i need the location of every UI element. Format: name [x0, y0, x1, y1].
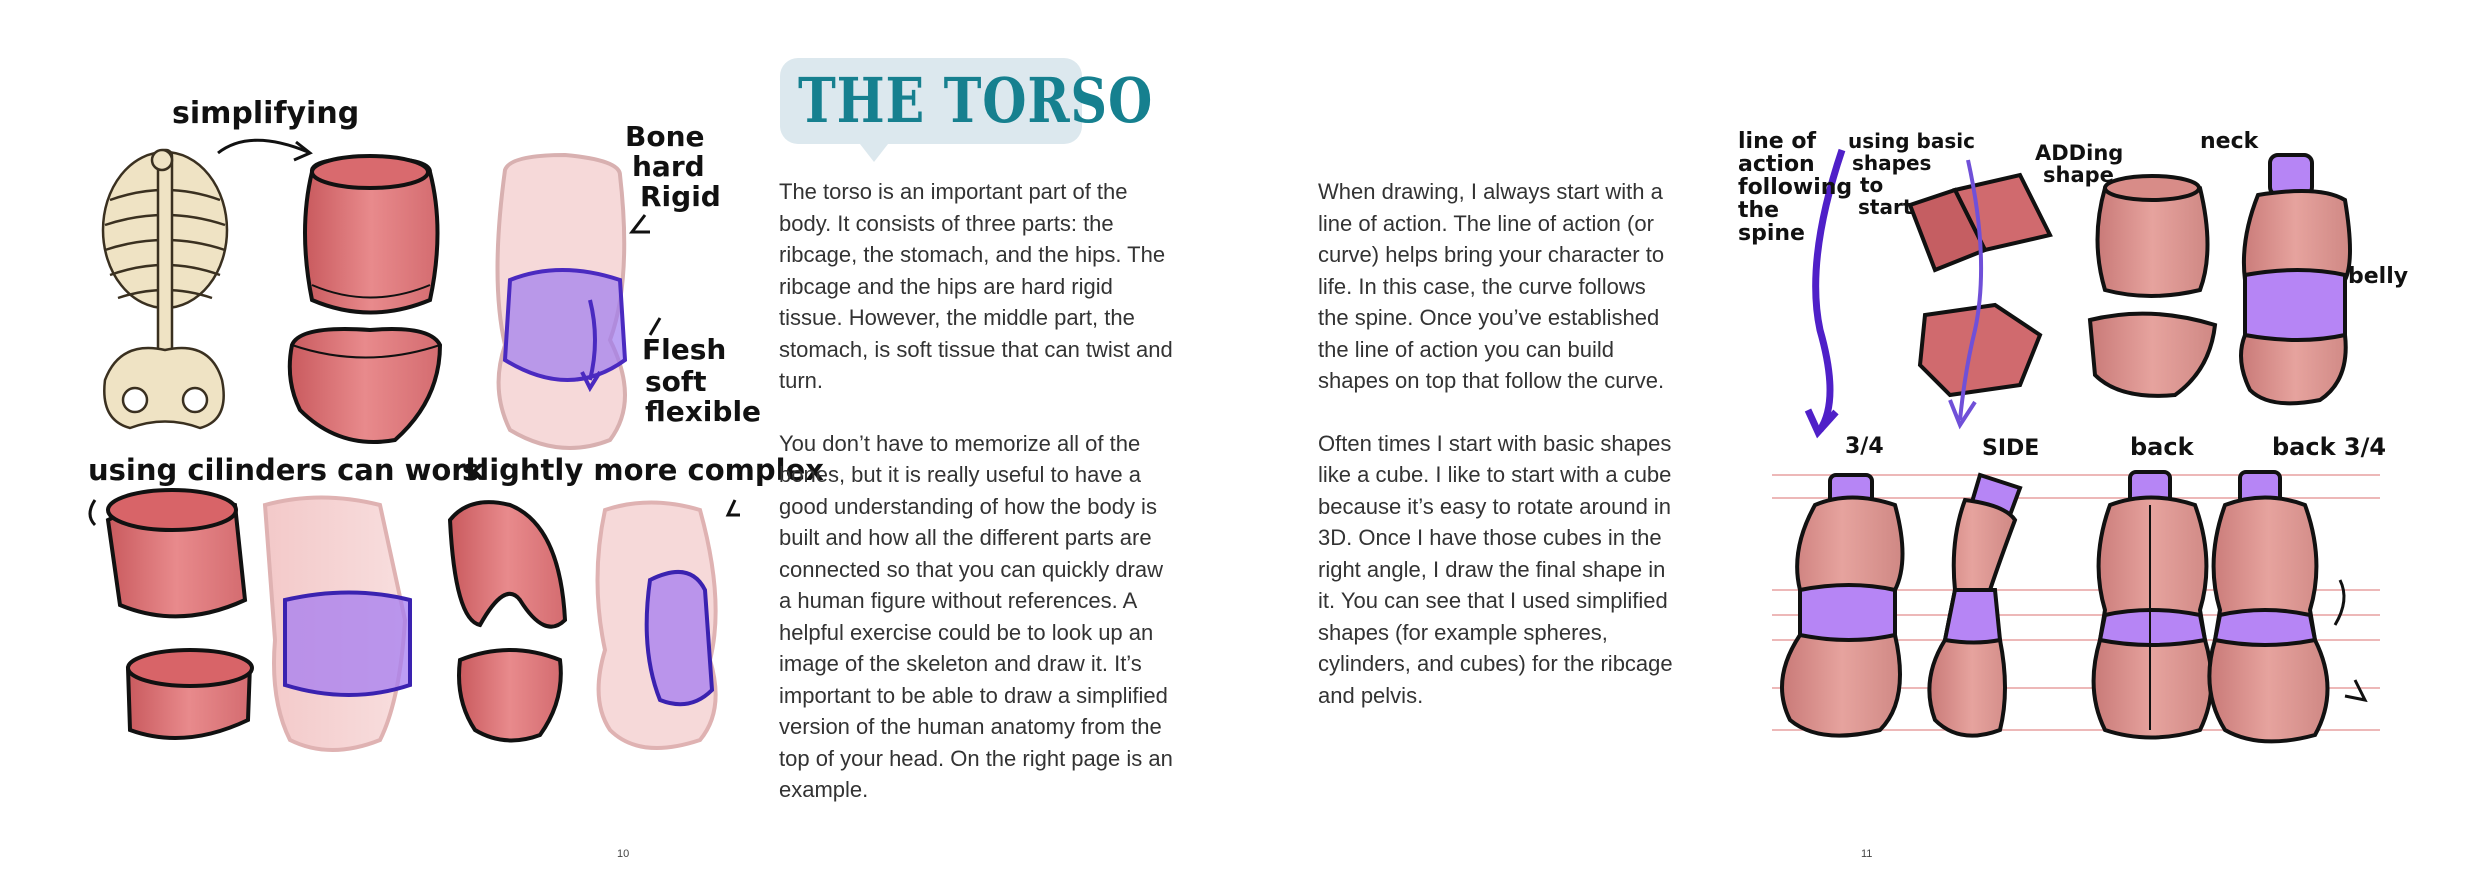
paragraph: The torso is an important part of the body. It consists of three parts: the ribcage, the stomach, and the hips. The ribcage and the hips are hard rigid tissue. However, the middle part, the stomach, is soft tissue that can twist and turn. — [779, 179, 1173, 393]
label-rigid: Rigid — [640, 180, 721, 213]
label-side: SIDE — [1982, 436, 2040, 461]
red-ribcage-shape — [305, 156, 438, 313]
label-hard: hard — [632, 150, 705, 183]
label-neck: neck — [2200, 129, 2259, 154]
label-back-three-quarter: back 3/4 — [2272, 433, 2387, 461]
torso-back-three-quarter — [2209, 472, 2327, 741]
added-shape-ribcage — [2098, 176, 2208, 296]
label-bone: Bone — [625, 120, 705, 153]
label-back: back — [2130, 433, 2194, 461]
label-line-of-action: line of action following the spine — [1738, 129, 1853, 246]
label-adding-shape: ADDing shape — [2035, 141, 2124, 187]
ghost-cylinder-stomach — [265, 498, 410, 751]
label-flesh: Flesh — [642, 333, 727, 366]
red-pelvis-shape — [290, 329, 440, 442]
red-complex-ribcage — [450, 502, 565, 627]
red-cylinder-upper — [108, 490, 245, 616]
label-three-quarter: 3/4 — [1845, 434, 1884, 459]
right-text-column — [1318, 176, 1680, 742]
paragraph: When drawing, I always start with a line of action. The line of action (or curve) helps bring your character to life. In this case, the curve follows the spine. Once you’ve established the line of action you can build shapes on top that follow the curve. — [1318, 179, 1665, 393]
added-shape-pelvis — [2090, 314, 2215, 396]
page-title: THE TORSO — [798, 64, 1154, 137]
ghost-complex-torso — [598, 503, 716, 749]
paragraph: Often times I start with basic shapes like a cube. I like to start with a cube because it’s easy to rotate around in 3D. Once I have those cubes in the right angle, I draw the final shape in it. You can see that I used simplified shapes (for example spheres, cylinders, and cubes) for the ribcage and pelvis. — [1318, 430, 1673, 708]
paragraph: You don’t have to memorize all of the bones, but it is really useful to have a good understanding of how the body is built and how all the different parts are connected so that you can quickly draw a human figure without references. A helpful exercise could be to look up an image of the skeleton and draw it. It’s important to be able to draw a simplified version of the human anatomy from the top of your head. On the right page is an example. — [779, 430, 1173, 802]
label-using-basic-shapes: using basic shapes to start — [1848, 129, 1975, 219]
page-number-left: 10 — [617, 848, 630, 860]
red-complex-pelvis — [459, 650, 561, 740]
label-using-cylinders: using cilinders can work — [88, 453, 485, 487]
torso-three-quarter — [1782, 475, 1903, 736]
torso-back — [2094, 472, 2212, 738]
torso-side — [1929, 475, 2020, 736]
arrow-simplifying — [218, 140, 308, 153]
label-soft: soft — [645, 365, 707, 398]
torso-with-neck-belly — [2241, 155, 2350, 403]
label-flexible: flexible — [645, 395, 762, 428]
ghost-torso-with-stomach — [498, 155, 626, 448]
left-text-column — [779, 176, 1179, 837]
label-slightly-more-complex: slightly more complex — [462, 453, 824, 487]
label-simplifying: simplifying — [172, 96, 360, 131]
page-number-right: 11 — [1861, 848, 1873, 860]
skeleton-drawing — [103, 150, 227, 428]
label-belly: belly — [2348, 264, 2409, 289]
red-cylinder-lower — [128, 650, 252, 738]
